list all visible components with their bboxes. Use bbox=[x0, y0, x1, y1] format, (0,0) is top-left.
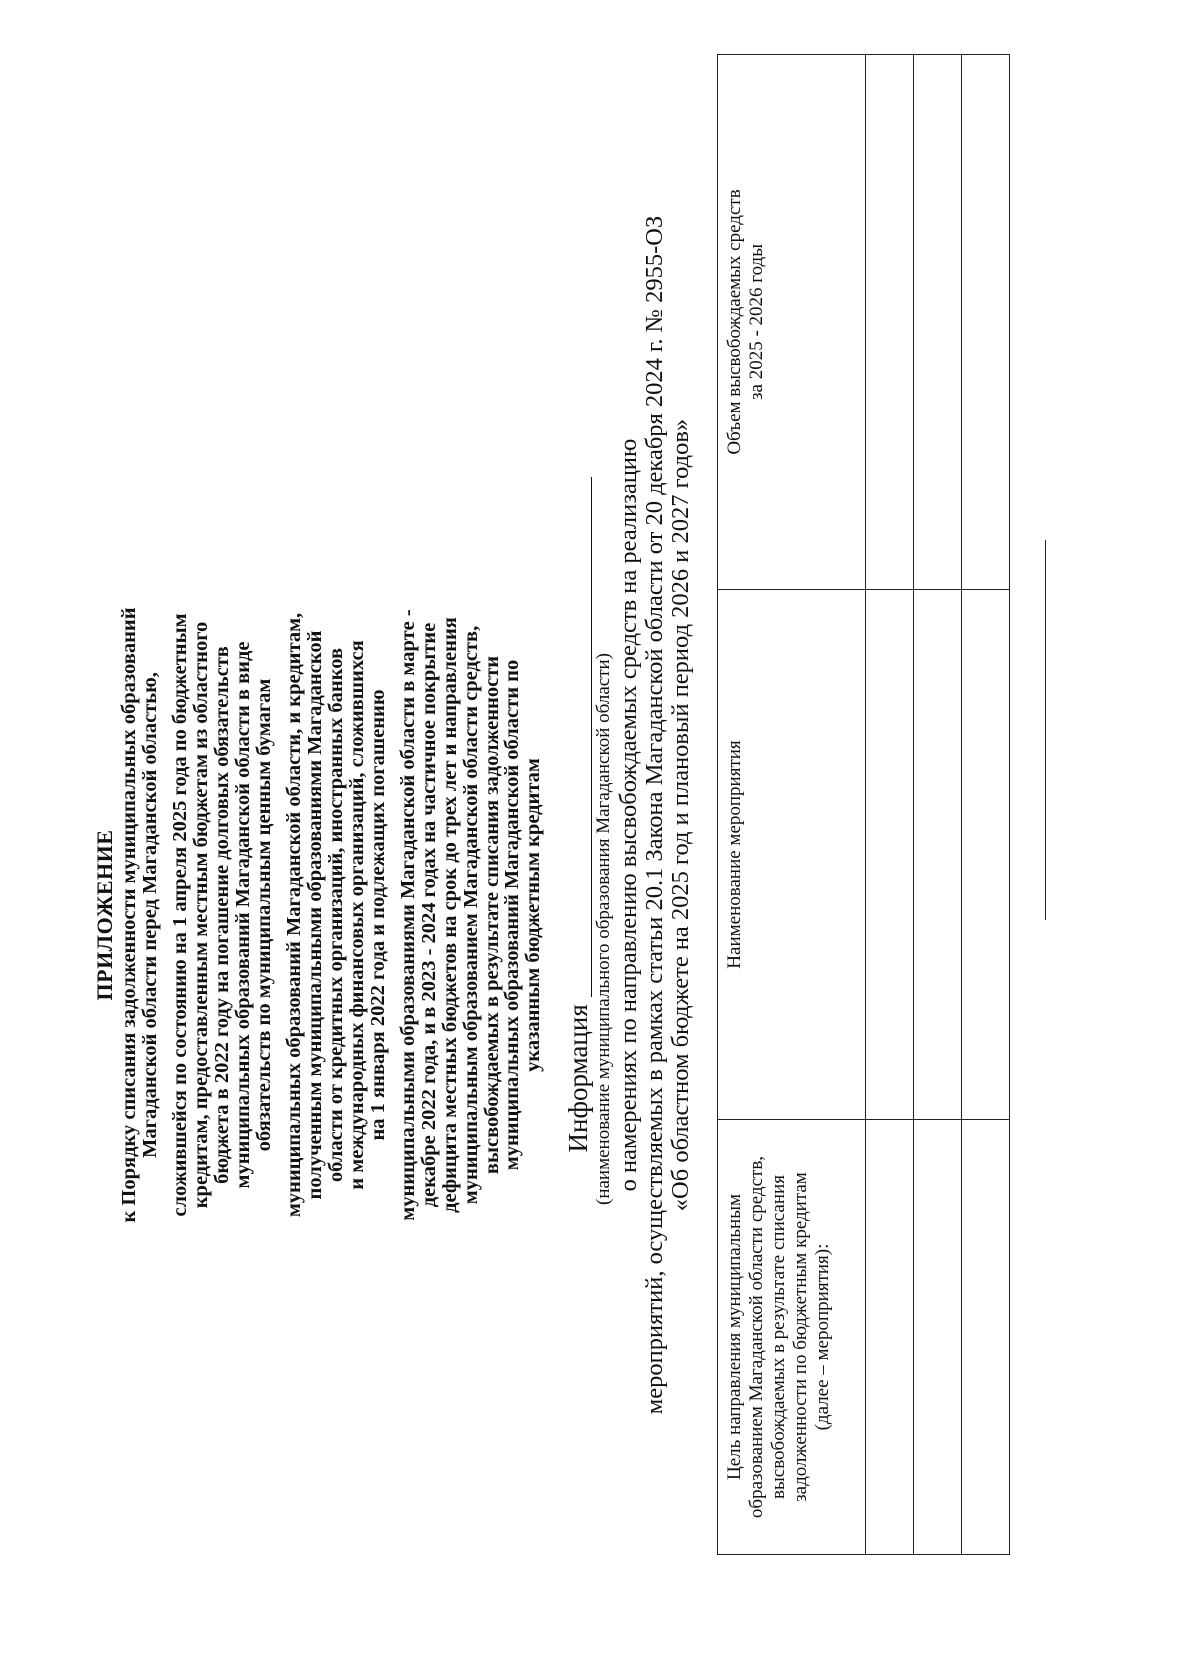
header-funds-volume bbox=[718, 55, 866, 590]
closing-divider-line bbox=[1045, 540, 1046, 920]
table-cell[interactable] bbox=[866, 590, 914, 1120]
info-block bbox=[565, 45, 694, 1585]
municipality-name-blank-line bbox=[565, 478, 592, 998]
appendix-line: Магаданской области перед Магаданской областью, bbox=[138, 672, 161, 1158]
info-line: «Об областном бюджете на 2025 год и плановый период 2026 и 2027 годов» bbox=[667, 418, 694, 1212]
appendix-line: декабре 2022 года, и в 2023 - 2024 годах на частичное покрытие bbox=[418, 622, 441, 1208]
header-measure-name bbox=[718, 590, 866, 1120]
municipality-name-caption: (наименование муниципального образования Магаданской области) bbox=[593, 653, 614, 1205]
info-heading-row bbox=[565, 45, 592, 1585]
table-cell[interactable] bbox=[962, 1120, 1010, 1555]
appendix-line: сложившейся по состоянию на 1 апреля 2025 года по бюджетным bbox=[169, 613, 192, 1217]
appendix-line: муниципальных образований Магаданской области в виде bbox=[231, 641, 254, 1189]
header-purpose bbox=[718, 1120, 866, 1555]
table-cell[interactable] bbox=[914, 55, 962, 590]
table-cell[interactable] bbox=[914, 1120, 962, 1555]
table-row bbox=[962, 55, 1010, 1555]
header-line: образованием Магаданской области средств, bbox=[746, 1155, 767, 1519]
table-cell[interactable] bbox=[866, 1120, 914, 1555]
header-line: высвобождаемых в результате списания bbox=[768, 1175, 789, 1499]
appendix-line: муниципальных образований Магаданской области, и кредитам, bbox=[283, 612, 306, 1218]
appendix-line: высвобождаемых в результате списания задолженности bbox=[480, 655, 503, 1175]
appendix-paragraph-1 bbox=[119, 245, 161, 1585]
appendix-block bbox=[92, 245, 554, 1585]
appendix-line: к Порядку списания задолженности муниципальных образований bbox=[117, 607, 140, 1223]
header-line: Цель направления муниципальным bbox=[724, 1193, 745, 1481]
table-header-row bbox=[718, 55, 866, 1555]
header-line: (далее – мероприятия): bbox=[812, 1243, 833, 1431]
appendix-line: муниципальными образованиями Магаданской области в марте - bbox=[397, 609, 420, 1221]
appendix-paragraph-2 bbox=[170, 245, 274, 1585]
table-row bbox=[914, 55, 962, 1555]
table-cell[interactable] bbox=[866, 55, 914, 590]
appendix-line: на 1 января 2022 года и подлежащих погашению bbox=[366, 689, 389, 1141]
appendix-line: и международных финансовых организаций, сложившихся bbox=[345, 640, 368, 1190]
appendix-line: области от кредитных организаций, иностранных банков bbox=[324, 647, 347, 1183]
info-line: о намерениях по направлению высвобождаемых средств на реализацию bbox=[615, 438, 642, 1192]
appendix-paragraph-3 bbox=[284, 245, 388, 1585]
table-cell[interactable] bbox=[914, 590, 962, 1120]
appendix-line: указанным бюджетным кредитам bbox=[522, 758, 545, 1072]
header-line: задолженности по бюджетным кредитам bbox=[790, 1172, 811, 1502]
info-heading: Информация bbox=[563, 1004, 593, 1153]
appendix-line: муниципальных образований Магаданской области по bbox=[501, 659, 524, 1171]
header-line: Объем высвобождаемых средств bbox=[724, 189, 745, 455]
appendix-line: кредитам, предоставленным местным бюджетам из областного bbox=[190, 621, 213, 1209]
measures-table bbox=[717, 54, 1010, 1555]
table-cell[interactable] bbox=[962, 590, 1010, 1120]
appendix-line: полученным муниципальными образованиями Магаданской bbox=[304, 630, 327, 1200]
appendix-paragraph-4 bbox=[398, 245, 544, 1585]
info-line: мероприятий, осуществляемых в рамках статьи 20.1 Закона Магаданской области от 20 декабря 2024 г. № 2955-ОЗ bbox=[641, 215, 668, 1415]
table-cell[interactable] bbox=[962, 55, 1010, 590]
table-row bbox=[866, 55, 914, 1555]
appendix-line: дефицита местных бюджетов на срок до трех лет и направления bbox=[438, 617, 461, 1213]
header-line: за 2025 - 2026 годы bbox=[746, 244, 767, 400]
appendix-title: ПРИЛОЖЕНИЕ bbox=[92, 829, 117, 1001]
appendix-line: муниципальным образованием Магаданской области средств, bbox=[459, 625, 482, 1205]
appendix-line: обязательств по муниципальным ценным бумагам bbox=[252, 678, 275, 1152]
appendix-line: бюджета в 2022 году на погашение долговых обязательств bbox=[210, 646, 233, 1184]
header-line: Наименование мероприятия bbox=[724, 740, 745, 969]
